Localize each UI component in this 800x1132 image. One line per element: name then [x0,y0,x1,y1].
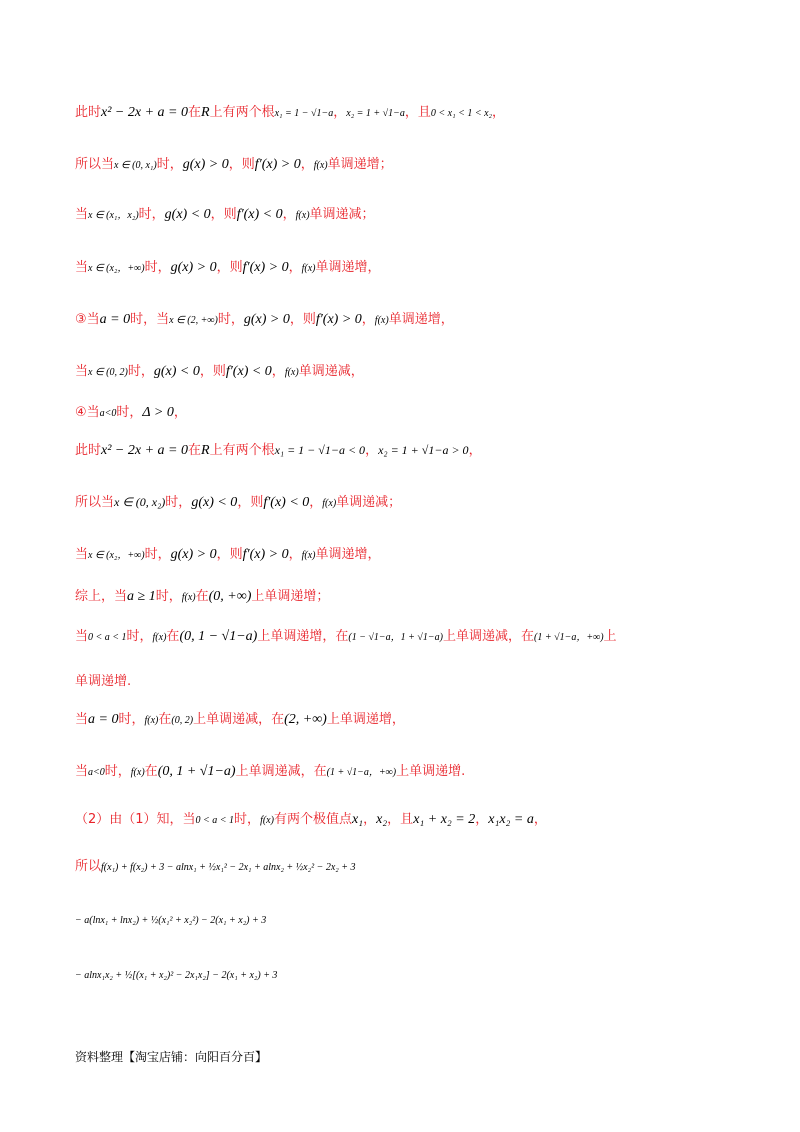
math-expression: g(x) > 0 [170,547,217,562]
math-expression: g(x) > 0 [170,260,217,275]
math-expression: f′(x) < 0 [263,495,310,510]
math-expression: Δ > 0 [142,405,174,420]
text-segment: 上有两个根 [209,105,275,120]
math-expression: x₁ + x₂ = 2 [413,812,476,827]
text-segment: 上有两个根 [209,443,275,458]
math-expression: x ∈ (0, x₂) [114,495,166,509]
math-expression: (0, 1 − √1−a) [179,629,258,644]
text-segment: 有两个极值点 [273,812,352,827]
text-segment: 时， [165,495,192,510]
text-segment: 上单调递增，在 [257,629,349,644]
text-segment: 时， [104,764,131,779]
text-segment: 当 [75,260,89,275]
text-segment: ，则 [237,495,264,510]
math-expression: f′(x) < 0 [225,364,272,379]
math-expression: f(x) [322,498,337,509]
text-segment: ， [309,495,323,510]
text-segment: 此时 [75,105,102,120]
math-expression: 0 < a < 1 [88,632,127,643]
text-line [75,440,482,461]
text-segment: ， [533,812,547,827]
text-line [75,910,266,931]
math-expression: x₂ = 1 + √1−a [346,108,405,119]
math-expression: (1 + √1−a，+∞) [326,767,397,778]
text-line [75,857,356,878]
text-segment: ， [271,364,285,379]
text-line [75,103,505,124]
text-line [75,403,187,424]
text-line [75,310,454,331]
math-expression: f′(x) > 0 [242,260,289,275]
text-segment: ③当 [75,312,100,327]
text-segment: ， [333,105,347,120]
text-segment: 在 [144,764,158,779]
text-line [75,810,547,831]
math-expression: g(x) < 0 [153,364,200,379]
math-expression: (0, +∞) [208,589,252,604]
math-expression: x² − 2x + a = 0 [101,105,188,120]
math-expression: f′(x) > 0 [242,547,289,562]
text-segment: 在 [187,443,201,458]
text-segment: 上单调递增， [326,712,405,727]
text-segment: 上单调递减，在 [235,764,327,779]
text-segment: 时， [156,157,183,172]
text-segment: 上单调递减，在 [193,712,285,727]
text-segment: ， [288,260,302,275]
math-expression: x₁ [351,812,364,827]
text-segment: ， [468,443,482,458]
text-segment: ， [492,105,506,120]
math-expression: x₂ [376,812,388,827]
math-expression: − a(lnx₁ + lnx₂) + ½(x₁² + x₂²) − 2(x₁ + x₂) + 3 [75,915,267,926]
text-segment: 上 [603,629,617,644]
text-segment: 时， [118,712,145,727]
text-line [75,627,617,648]
text-segment: ，则 [216,547,243,562]
text-segment: 综上，当 [75,589,128,604]
text-segment: 时， [234,812,261,827]
text-segment: ，且 [387,812,414,827]
text-segment: ，则 [216,260,243,275]
text-segment: 上单调递增； [251,589,330,604]
text-segment: 时， [116,405,143,420]
text-segment: 当 [75,207,89,222]
text-segment: 时， [127,364,154,379]
math-expression: x² − 2x + a = 0 [101,443,188,458]
math-expression: (0, 2) [171,715,194,726]
math-expression: − alnx₁x₂ + ½[(x₁ + x₂)² − 2x₁x₂] − 2(x₁ + x₂) + 3 [75,970,278,981]
text-segment: 所以当 [75,495,115,510]
text-line [75,362,364,383]
math-expression: R [201,105,210,120]
text-segment: 时，当 [130,312,170,327]
math-expression: g(x) < 0 [164,207,211,222]
math-expression: 0 < a < 1 [195,815,235,826]
math-expression: x ∈ (x₁，x₂) [88,210,139,221]
text-segment: 在 [195,589,209,604]
text-segment: 上单调递减，在 [443,629,535,644]
math-expression: 0 < x₁ < 1 < x₂ [430,108,492,119]
text-line [75,672,131,692]
text-line [75,545,381,566]
text-segment: ，且 [404,105,431,120]
math-expression: f(x) [374,315,389,326]
text-line [75,155,393,176]
text-segment: 当 [75,712,89,727]
math-expression: f′(x) > 0 [254,157,301,172]
math-expression: f(x) [144,715,159,726]
text-segment: 单调递增， [315,260,381,275]
text-segment: ， [365,443,379,458]
text-segment: 在 [166,629,180,644]
text-segment: 单调递增. [75,674,132,689]
text-segment: 单调递增； [327,157,393,172]
text-segment: 时， [144,547,171,562]
math-expression: a = 0 [99,312,131,327]
math-expression: f′(x) > 0 [315,312,362,327]
math-expression: g(x) > 0 [243,312,290,327]
text-segment: 当 [75,364,89,379]
math-expression: x ∈ (x₂，+∞) [88,263,145,274]
text-segment: 单调递减； [336,495,402,510]
math-expression: f(x) [284,367,299,378]
text-line [75,762,465,783]
math-expression: x ∈ (2, +∞) [169,315,218,326]
text-segment: 此时 [75,443,102,458]
math-expression: x ∈ (0, 2) [88,367,128,378]
math-expression: f(x) [152,632,167,643]
math-expression: x₁ = 1 − √1−a [274,108,334,119]
text-line [75,492,401,514]
math-expression: f(x) [313,160,328,171]
text-segment: 当 [75,547,89,562]
math-expression: g(x) < 0 [191,495,238,510]
math-expression: g(x) > 0 [182,157,229,172]
text-segment: 上单调递增. [396,764,466,779]
math-expression: f(x) [301,263,316,274]
text-segment: ， [173,405,187,420]
text-segment: 在 [158,712,172,727]
text-segment: （2）由（1）知，当 [75,812,196,827]
text-segment: 时， [217,312,244,327]
text-line [75,587,329,608]
text-segment: 所以当 [75,157,115,172]
footer-note: 资料整理【淘宝店铺：向阳百分百】 [75,1050,268,1064]
text-segment: ， [361,312,375,327]
math-expression: x₂ = 1 + √1−a > 0 [378,443,469,457]
math-expression: a<0 [99,408,117,419]
text-segment: 时， [155,589,182,604]
text-segment: ， [288,547,302,562]
text-segment: ，则 [199,364,226,379]
text-segment: ，则 [228,157,255,172]
math-expression: f(x) [295,210,310,221]
math-expression: f(x₁) + f(x₂) + 3 − alnx₁ + ½x₁² − 2x₁ + alnx₂ + ½x₂² − 2x₂ + 3 [101,862,356,873]
math-expression: x ∈ (0, x₁) [114,160,157,171]
math-expression: a = 0 [88,712,119,727]
text-segment: 时， [144,260,171,275]
math-expression: x₁x₂ = a [488,812,534,827]
text-segment: ， [300,157,314,172]
text-segment: ， [475,812,489,827]
text-line [75,258,381,279]
math-expression: x₁ = 1 − √1−a < 0 [274,443,366,457]
text-segment: 时， [126,629,153,644]
text-segment: 单调递增， [388,312,454,327]
math-expression: x ∈ (x₂，+∞) [88,550,145,561]
math-expression: f′(x) < 0 [236,207,283,222]
text-line [75,710,405,731]
math-expression: f(x) [130,767,145,778]
text-segment: ④当 [75,405,100,420]
text-segment: ， [282,207,296,222]
text-segment: 单调递减； [309,207,375,222]
math-expression: (0, 1 + √1−a) [157,764,236,779]
text-segment: 单调递减， [298,364,364,379]
math-expression: (1 − √1−a，1 + √1−a) [348,632,443,643]
math-expression: f(x) [301,550,316,561]
text-segment: 时， [138,207,165,222]
text-segment: 在 [187,105,201,120]
text-segment: ，则 [210,207,237,222]
text-segment: 当 [75,629,89,644]
text-segment: ，则 [289,312,316,327]
math-expression: (2, +∞) [284,712,327,727]
text-line [75,205,375,226]
math-expression: R [201,443,210,458]
math-expression: f(x) [260,815,274,826]
text-line [75,965,277,986]
text-segment: 单调递增， [315,547,381,562]
math-expression: f(x) [181,592,196,603]
math-expression: a<0 [88,767,105,778]
text-segment: 所以 [75,859,102,874]
text-segment: ， [363,812,377,827]
text-segment: 当 [75,764,89,779]
math-expression: a ≥ 1 [127,589,156,604]
math-expression: (1 + √1−a，+∞) [534,632,604,643]
